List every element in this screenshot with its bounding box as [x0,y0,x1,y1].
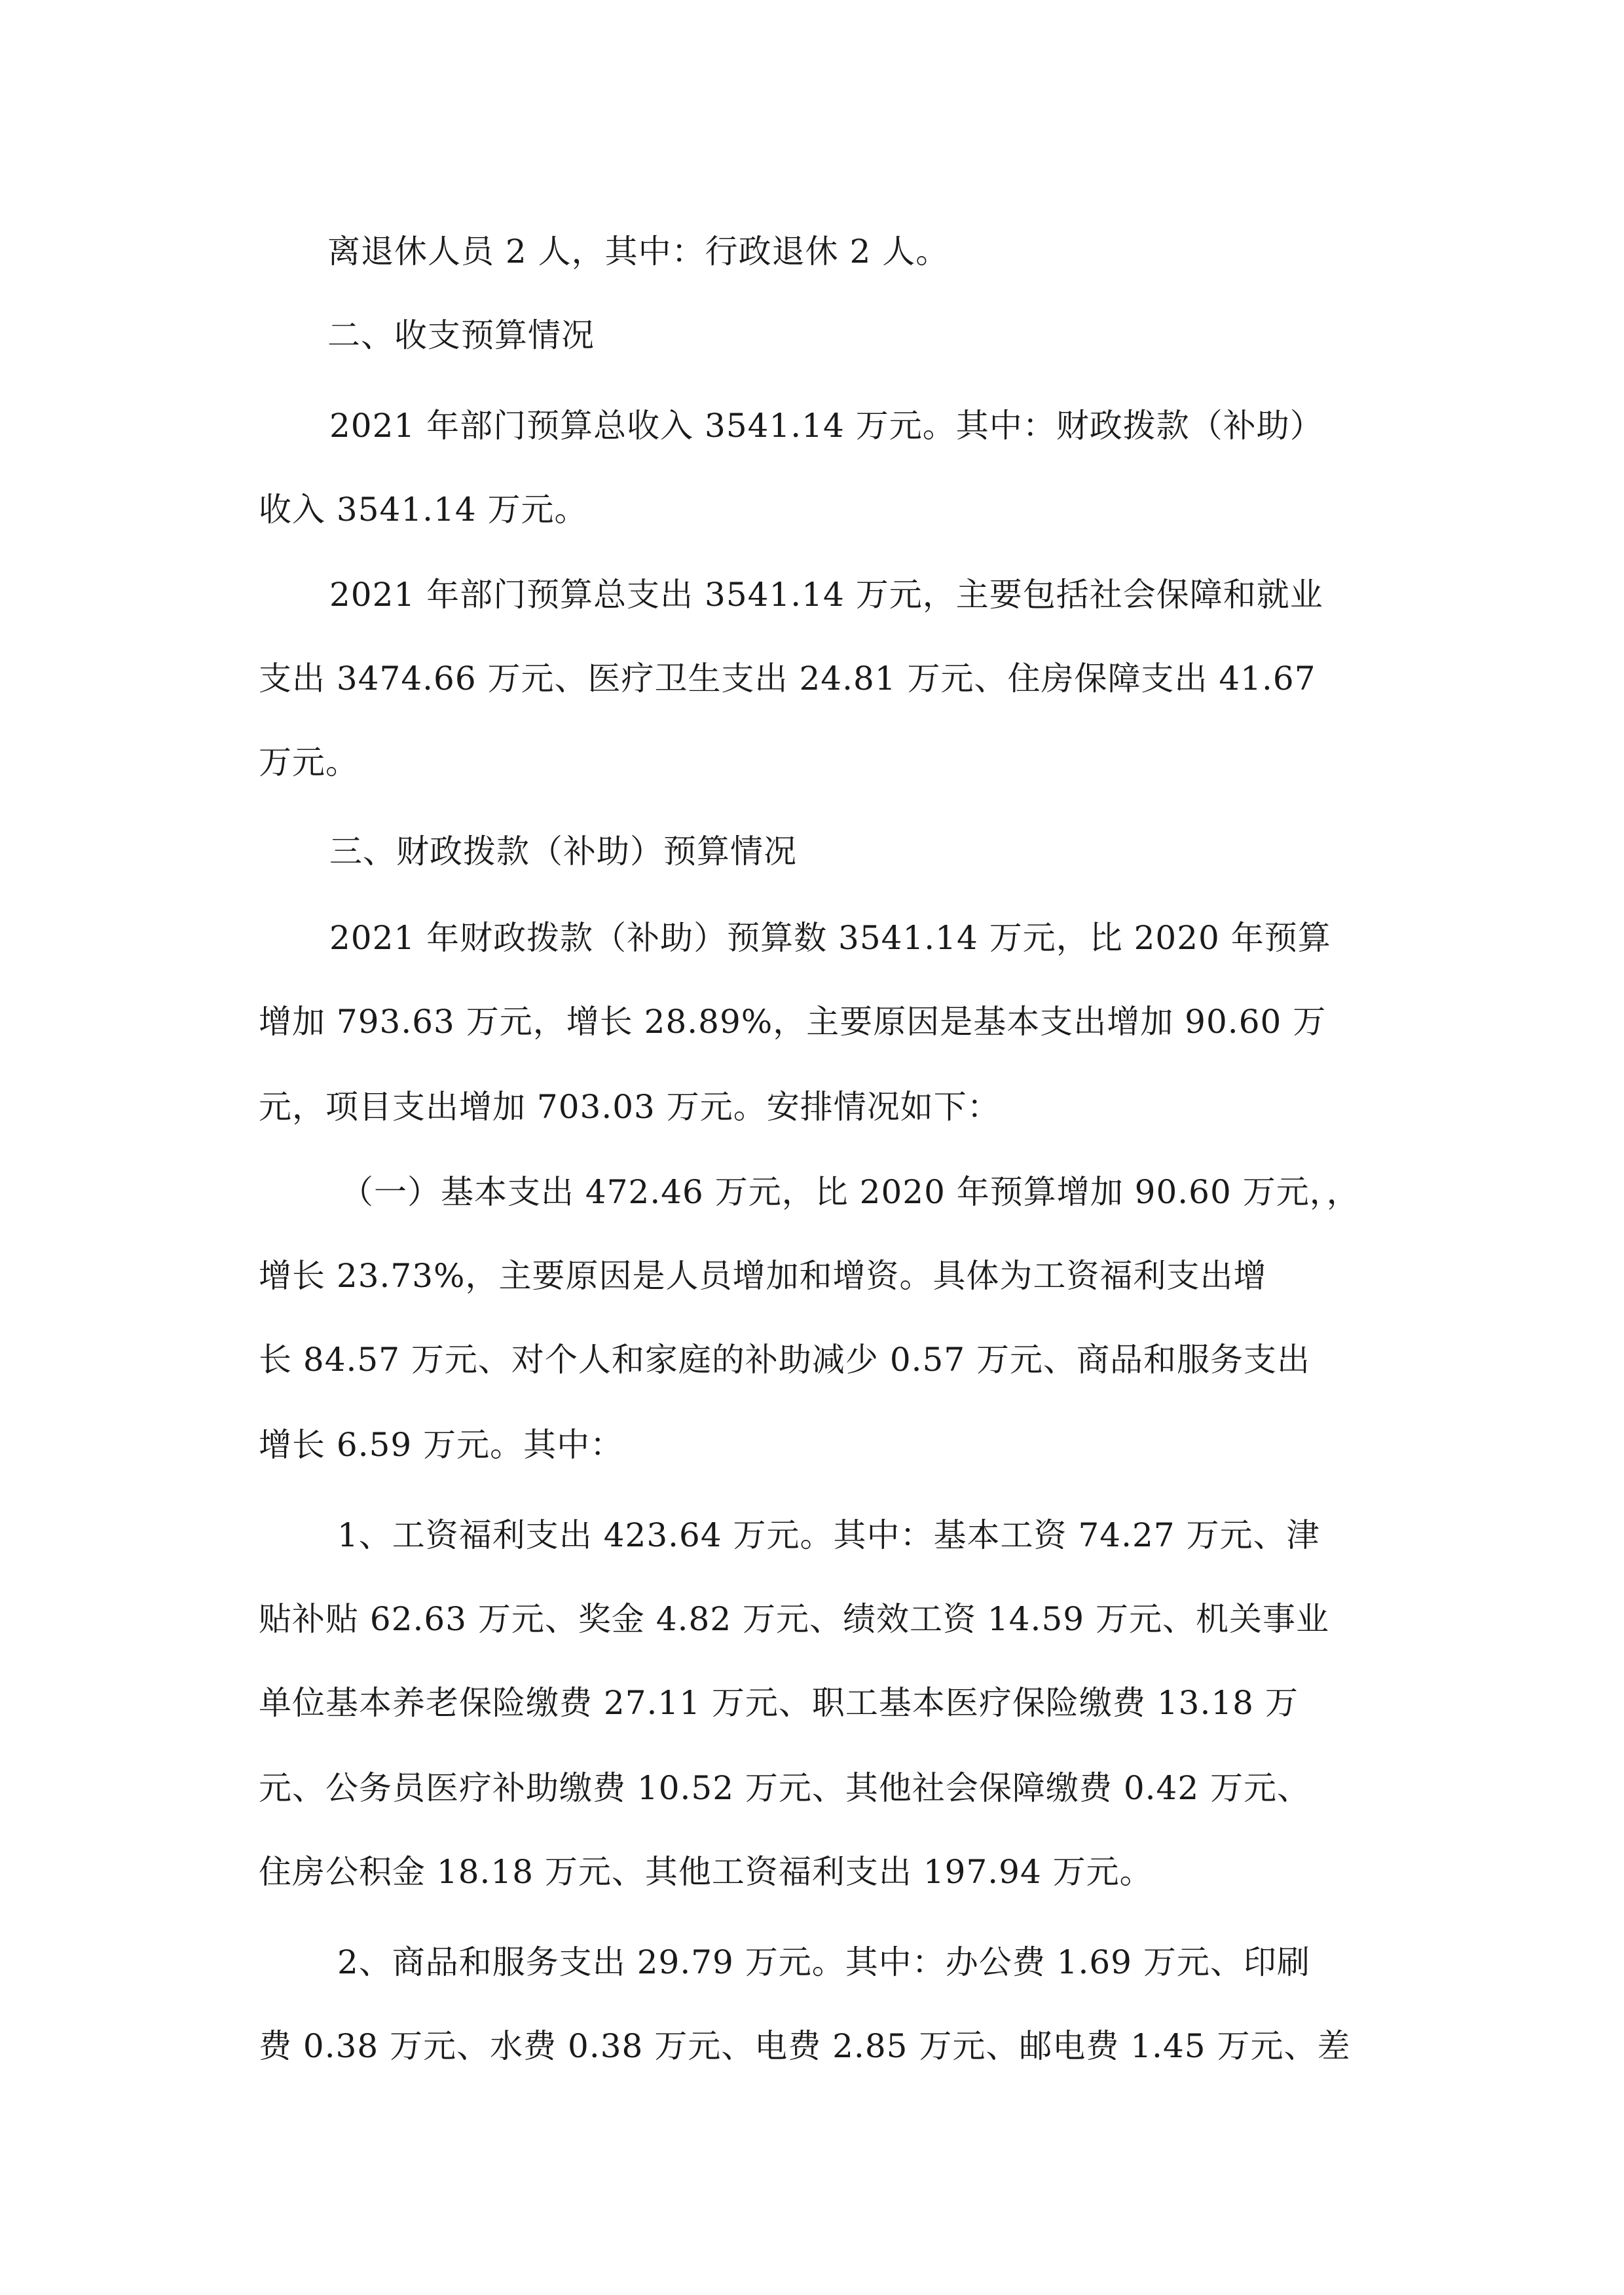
body-line: 收入 3541.14 万元。 [259,491,588,529]
section-heading: 三、财政拨款（补助）预算情况 [329,832,797,870]
body-line: 2021 年部门预算总收入 3541.14 万元。其中：财政拨款（补助） [329,407,1323,445]
body-line: 2、商品和服务支出 29.79 万元。其中：办公费 1.69 万元、印刷 [337,1943,1310,1981]
body-line: （一）基本支出 472.46 万元，比 2020 年预算增加 90.60 万元，， [341,1173,1360,1211]
body-line: 离退休人员 2 人，其中：行政退休 2 人。 [327,233,950,271]
body-line: 单位基本养老保险缴费 27.11 万元、职工基本医疗保险缴费 13.18 万 [259,1684,1299,1722]
body-line: 支出 3474.66 万元、医疗卫生支出 24.81 万元、住房保障支出 41.67 [259,660,1316,698]
body-line: 住房公积金 18.18 万元、其他工资福利支出 197.94 万元。 [259,1853,1153,1891]
body-line: 增长 23.73%，主要原因是人员增加和增资。具体为工资福利支出增 [259,1257,1267,1295]
section-heading: 二、收支预算情况 [327,316,595,354]
body-line: 1、工资福利支出 423.64 万元。其中：基本工资 74.27 万元、津 [337,1516,1320,1554]
body-line: 2021 年财政拨款（补助）预算数 3541.14 万元，比 2020 年预算 [329,919,1331,957]
body-line: 长 84.57 万元、对个人和家庭的补助减少 0.57 万元、商品和服务支出 [259,1341,1311,1379]
body-line: 万元。 [259,743,359,781]
body-line: 费 0.38 万元、水费 0.38 万元、电费 2.85 万元、邮电费 1.45 万元、差 [259,2027,1351,2065]
body-line: 元、公务员医疗补助缴费 10.52 万元、其他社会保障缴费 0.42 万元、 [259,1769,1311,1807]
body-line: 增长 6.59 万元。其中： [259,1426,624,1464]
body-line: 元，项目支出增加 703.03 万元。安排情况如下： [259,1088,1001,1126]
body-line: 贴补贴 62.63 万元、奖金 4.82 万元、绩效工资 14.59 万元、机关事业 [259,1600,1329,1638]
body-line: 增加 793.63 万元，增长 28.89%，主要原因是基本支出增加 90.60 万 [259,1003,1327,1041]
body-line: 2021 年部门预算总支出 3541.14 万元，主要包括社会保障和就业 [329,576,1323,614]
